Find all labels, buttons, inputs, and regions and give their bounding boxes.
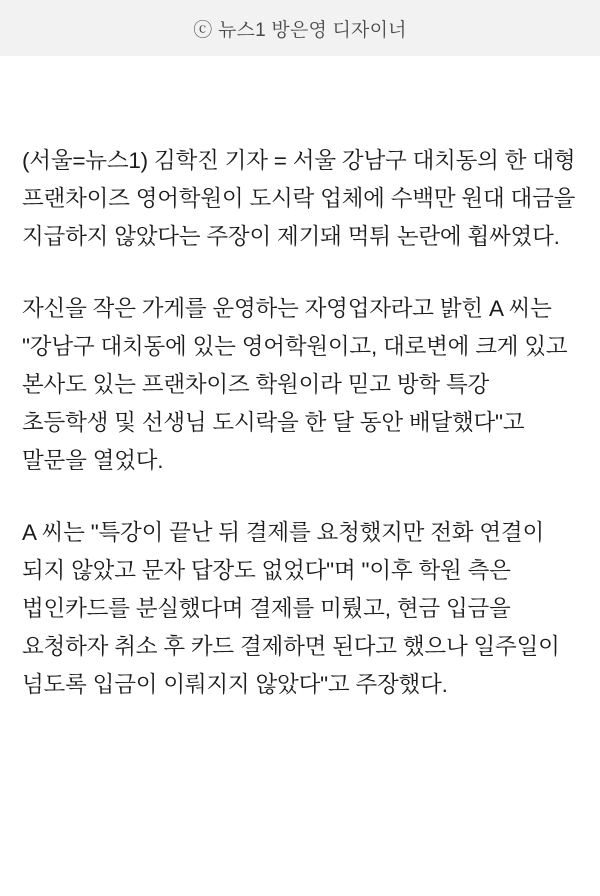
article-paragraph: (서울=뉴스1) 김학진 기자 = 서울 강남구 대치동의 한 대형 프랜차이즈 영어학원이 도시락 업체에 수백만 원대 대금을 지급하지 않았다는 주장이 제기돼 먹튀 논란에 휩싸였다. xyxy=(22,148,576,249)
article-paragraph: 자신을 작은 가게를 운영하는 자영업자라고 밝힌 A 씨는 "강남구 대치동에 있는 영어학원이고, 대로변에 크게 있고 본사도 있는 프랜차이즈 학원이라 믿고 방학 특강 초등학생 및 선생님 도시락을 한 달 동안 배달했다"고 말문을 열었다. xyxy=(22,296,568,473)
image-credit-text: ⓒ 뉴스1 방은영 디자이너 xyxy=(193,19,407,41)
article-paragraph: A 씨는 "특강이 끝난 뒤 결제를 요청했지만 전화 연결이 되지 않았고 문자 답장도 없었다"며 "이후 학원 측은 법인카드를 분실했다며 결제를 미뤘고, 현금 입금을 요청하자 취소 후 카드 결제하면 된다고 했으나 일주일이 넘도록 입금이 이뤄지지 않았다"고 주장했다. xyxy=(22,520,560,697)
article-body xyxy=(0,56,600,704)
image-credit-bar xyxy=(0,0,600,56)
